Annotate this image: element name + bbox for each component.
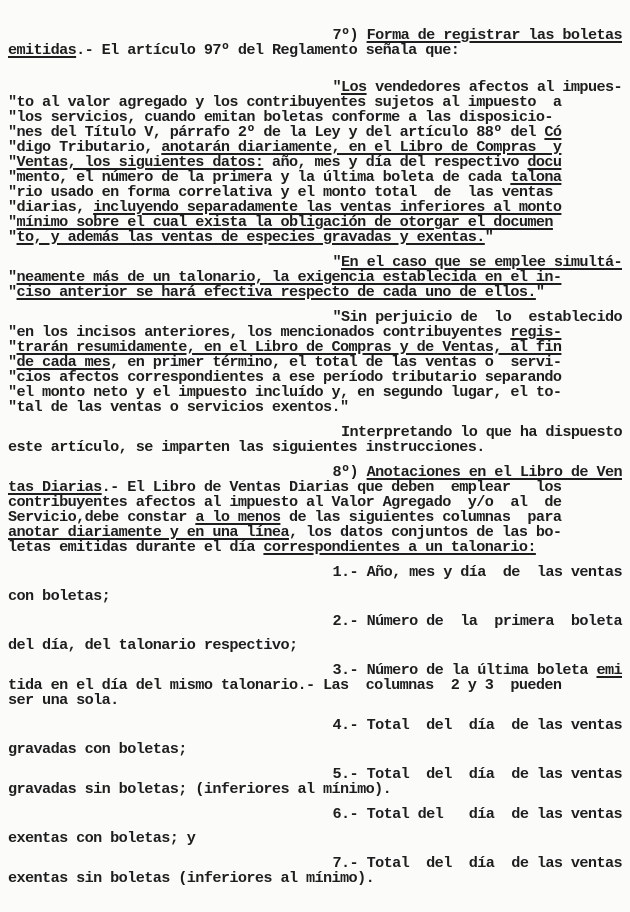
text-line: [8, 285, 622, 300]
text-segment: Interpretando lo que ha dispuesto: [341, 423, 622, 441]
underlined-text: anotarán diariamente, en el Libro de Compras y: [161, 138, 562, 156]
text-segment: ": [484, 228, 494, 246]
text-line: [8, 440, 622, 455]
text-line: [8, 807, 622, 822]
list-item-4: [8, 718, 622, 757]
text-segment: "Sin perjuicio de lo establecido: [332, 308, 622, 326]
text-segment: ": [8, 213, 17, 231]
underlined-text: Los: [341, 78, 367, 96]
text-line: [8, 742, 622, 757]
underlined-text: to, y además las ventas de especies gravadas y exentas.: [16, 228, 485, 246]
text-segment: ": [535, 283, 545, 301]
underlined-text: Anotaciones en el Libro de Ven: [366, 463, 622, 481]
underlined-text: trarán resumidamente, en el Libro de Compras y de Ventas, al fin: [16, 338, 562, 356]
underlined-text: a lo menos: [195, 508, 281, 526]
text-line: [8, 400, 622, 415]
underlined-text: Forma de registrar las boletas: [366, 26, 622, 44]
text-segment: con boletas;: [8, 587, 111, 605]
text-segment: 7.- Total del día de las ventas: [332, 854, 622, 872]
text-segment: Servicio,debe constar: [8, 508, 196, 526]
text-line: [8, 831, 622, 846]
text-line: [8, 871, 622, 886]
text-segment: gravadas con boletas;: [8, 740, 187, 758]
text-segment: , en primer término, el total de las ventas o servi-: [110, 353, 562, 371]
text-segment: año, mes y día del respectivo: [263, 153, 528, 171]
list-item-5: [8, 767, 622, 797]
text-line: [8, 43, 622, 58]
underlined-text: Có: [544, 123, 562, 141]
underlined-text: mínimo sobre el cual exista la obligación de otorgar el documen: [16, 213, 553, 231]
underlined-text: ciso anterior se hará efectiva respecto de cada uno de ellos.: [16, 283, 536, 301]
text-segment: contribuyentes afectos al impuesto al Valor Agregado y/o al de: [8, 493, 562, 511]
list-item-3: [8, 663, 622, 708]
underlined-text: emi: [596, 661, 622, 679]
quote-article-97-inciso-2: [8, 255, 622, 300]
text-line: [8, 540, 622, 555]
text-segment: "cios afectos correspondientes a ese período tributario separando: [8, 368, 562, 386]
list-item-2: [8, 614, 622, 653]
text-segment: exentas con boletas; y: [8, 829, 196, 847]
text-segment: .- El artículo 97º del Reglamento señala que:: [76, 41, 460, 59]
list-item-1: [8, 565, 622, 604]
underlined-text: anotar diariamente y en una línea: [8, 523, 289, 541]
text-segment: 5.- Total del día de las ventas: [332, 765, 622, 783]
text-segment: de las siguientes columnas para: [280, 508, 562, 526]
underlined-text: talona: [510, 168, 562, 186]
underlined-text: de cada mes: [16, 353, 111, 371]
text-segment: 7º): [332, 26, 367, 44]
text-segment: "en los incisos anteriores, los mencionados contribuyentes: [8, 323, 511, 341]
text-segment: tida en el día del mismo talonario.- Las columnas 2 y 3 pueden: [8, 676, 562, 694]
quote-article-97-inciso-3: [8, 310, 622, 415]
section-8-heading: [8, 465, 622, 555]
text-segment: ": [8, 338, 17, 356]
text-segment: 1.- Año, mes y día de las ventas: [332, 563, 622, 581]
text-line: [8, 782, 622, 797]
text-segment: del día, del talonario respectivo;: [8, 636, 298, 654]
underlined-text: regis-: [510, 323, 562, 341]
interpretation-intro: [8, 425, 622, 455]
underlined-text: emitidas: [8, 41, 77, 59]
text-segment: "mento, el número de la primera y la última boleta de cada: [8, 168, 511, 186]
text-line: [8, 565, 622, 580]
underlined-text: incluyendo separadamente las ventas inferiores al monto: [93, 198, 562, 216]
list-item-6: [8, 807, 622, 846]
text-line: [8, 230, 622, 245]
section-7-heading: [8, 28, 622, 58]
text-line: [8, 614, 622, 629]
underlined-text: correspondientes a un talonario:: [263, 538, 536, 556]
quote-article-97-inciso-1: [8, 80, 622, 245]
text-segment: gravadas sin boletas; (inferiores al mínimo).: [8, 780, 392, 798]
text-segment: ": [8, 283, 17, 301]
text-segment: 3.- Número de la última boleta: [332, 661, 597, 679]
text-segment: ": [332, 78, 342, 96]
text-line: [8, 718, 622, 733]
text-segment: vendedores afectos al impues-: [366, 78, 622, 96]
underlined-text: Ventas, los siguientes datos:: [16, 153, 264, 171]
text-segment: letas emitidas durante el día: [8, 538, 264, 556]
text-segment: , los datos conjuntos de las bo-: [288, 523, 562, 541]
text-segment: "tal de las ventas o servicios exentos.": [8, 398, 349, 416]
text-segment: .- El Libro de Ventas Diarias que deben emplear los: [101, 478, 562, 496]
text-line: [8, 693, 622, 708]
underlined-text: neamente más de un talonario, la exigencia establecida en el in-: [16, 268, 562, 286]
text-segment: 4.- Total del día de las ventas: [332, 716, 622, 734]
text-segment: ": [8, 353, 17, 371]
text-segment: 2.- Número de la primera boleta: [332, 612, 622, 630]
list-item-7: [8, 856, 622, 886]
text-segment: ": [8, 268, 17, 286]
underlined-text: En el caso que se emplee simultá-: [341, 253, 622, 271]
text-segment: ser una sola.: [8, 691, 119, 709]
text-segment: "los servicios, cuando emitan boletas conforme a las disposicio-: [8, 108, 553, 126]
text-line: [8, 638, 622, 653]
text-segment: ": [332, 253, 342, 271]
text-segment: exentas sin boletas (inferiores al mínimo).: [8, 869, 375, 887]
text-segment: 6.- Total del día de las ventas: [332, 805, 622, 823]
underlined-text: docu: [527, 153, 562, 171]
text-segment: 8º): [332, 463, 367, 481]
underlined-text: tas Diarias: [8, 478, 102, 496]
text-segment: "digo Tributario,: [8, 138, 162, 156]
text-segment: "nes del Título V, párrafo 2º de la Ley y del artículo 88º del: [8, 123, 545, 141]
text-segment: "to al valor agregado y los contribuyentes sujetos al impuesto a: [8, 93, 562, 111]
text-segment: "el monto neto y el impuesto incluído y, en segundo lugar, el to-: [8, 383, 562, 401]
text-segment: ": [8, 153, 17, 171]
text-segment: "rio usado en forma correlativa y el monto total de las ventas: [8, 183, 553, 201]
text-segment: este artículo, se imparten las siguientes instrucciones.: [8, 438, 485, 456]
text-segment: ": [8, 228, 17, 246]
text-segment: "diarias,: [8, 198, 94, 216]
text-line: [8, 589, 622, 604]
